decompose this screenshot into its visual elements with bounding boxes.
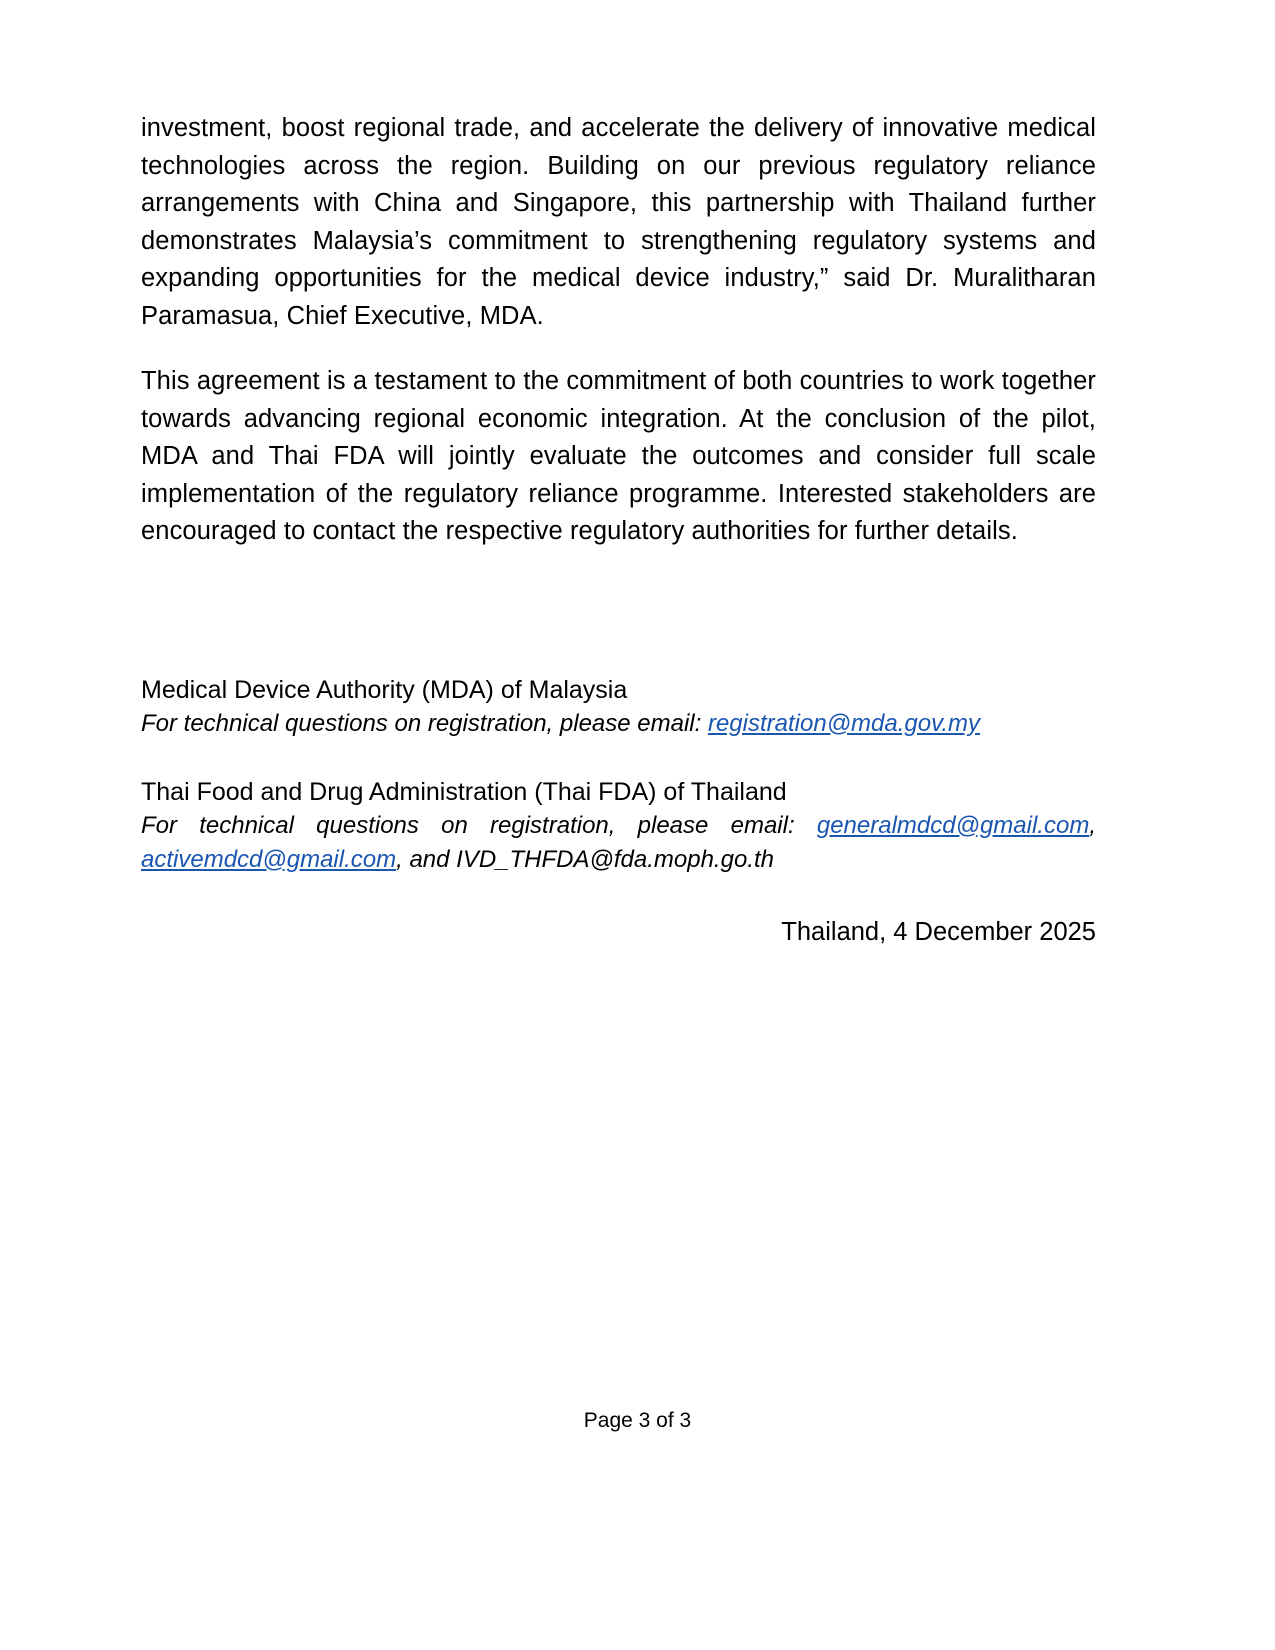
email-separator-comma: ,: [1089, 811, 1096, 839]
dateline-spacer: [141, 877, 1096, 915]
document-body: [141, 110, 1096, 949]
page-footer: Page 3 of 3: [583, 1409, 692, 1432]
contact-heading-thai-fda: Thai Food and Drug Administration (Thai FDA) of Thailand: [141, 777, 787, 806]
contact-block-mda: [141, 673, 1096, 741]
contact-instruction-text-thai-fda: For technical questions on registration, please email:: [141, 811, 817, 839]
contact-instruction-text-mda: For technical questions on registration, please email:: [141, 709, 708, 737]
email-link-registration-mda[interactable]: registration@mda.gov.my: [707, 709, 980, 737]
contact-heading-mda: Medical Device Authority (MDA) of Malaysia: [141, 675, 628, 704]
email-conjunction: , and: [396, 845, 457, 873]
paragraph-spacer: [141, 335, 1096, 363]
paragraph-agreement-testament: This agreement is a testament to the commitment of both countries to work together towards advancing regional economic integration. At the conclusion of the pilot, MDA and Thai FDA will jointly evaluate the outcomes and consider full scale implementation of the regulatory reliance programme. Interested stakeholders are encouraged to contact the respective regulatory authorities for further details.: [141, 367, 1096, 545]
email-link-activemdcd[interactable]: activemdcd@gmail.com: [141, 845, 397, 873]
section-spacer: [141, 551, 1096, 673]
paragraph-continuation-quote: investment, boost regional trade, and accelerate the delivery of innovative medical technologies across the region. Building on our previous regulatory reliance arrangements with China and Singapore, this partnership with Thailand further demonstrates Malaysia’s commitment to strengthening regulatory systems and expanding opportunities for the medical device industry,” said Dr. Muralitharan Paramasua, Chief Executive, MDA.: [141, 114, 1096, 330]
email-link-generalmdcd[interactable]: generalmdcd@gmail.com: [816, 811, 1090, 839]
contact-block-thai-fda: [141, 775, 1096, 877]
contact-instruction-mda: [141, 707, 1096, 741]
dateline: Thailand, 4 December 2025: [781, 917, 1096, 946]
email-text-ivd-thfda: IVD_THFDA@fda.moph.go.th: [456, 845, 774, 873]
contact-instruction-thai-fda: [141, 809, 1096, 877]
contact-spacer: [141, 741, 1096, 775]
